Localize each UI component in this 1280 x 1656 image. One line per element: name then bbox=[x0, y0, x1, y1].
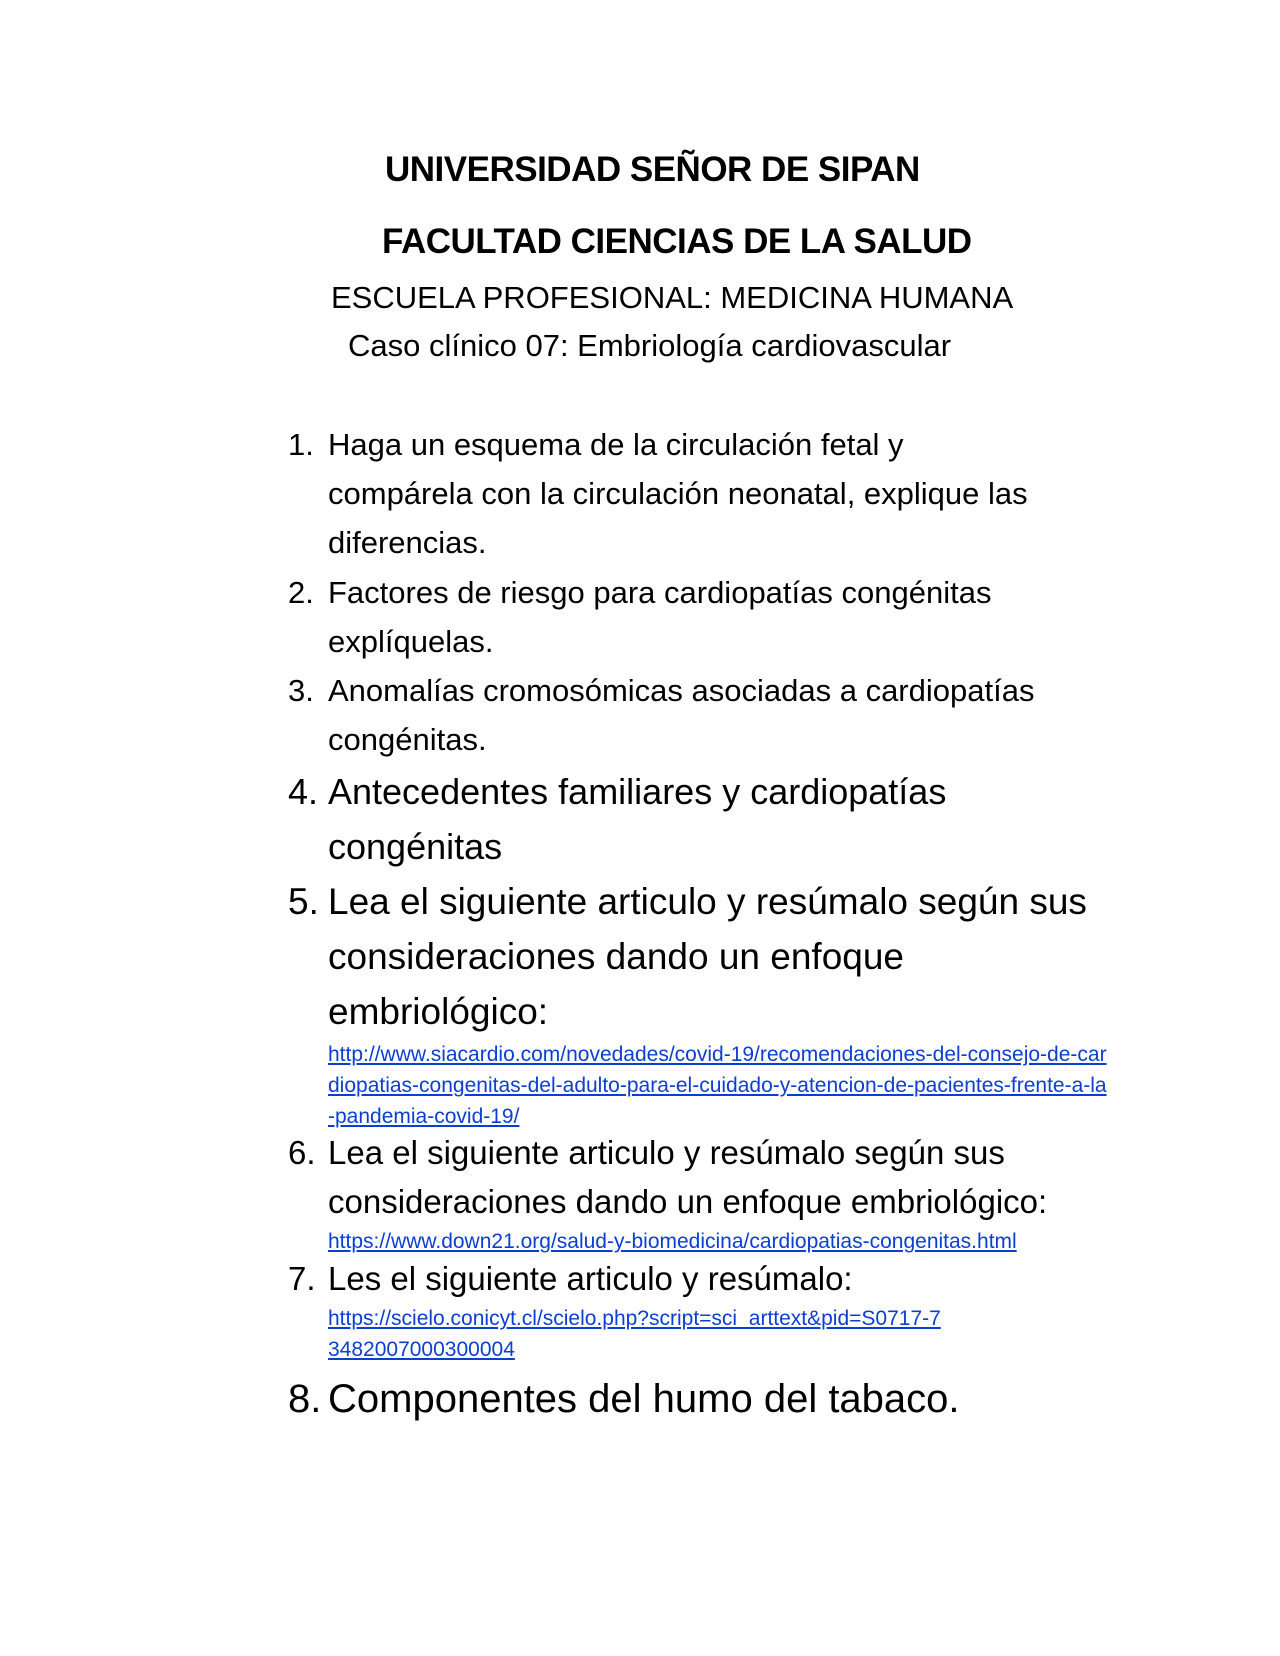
question-number: 7. bbox=[288, 1260, 316, 1297]
question-2 bbox=[288, 568, 1048, 666]
question-8 bbox=[288, 1372, 1128, 1427]
question-text: Haga un esquema de la circulación fetal y compárela con la circulación neonatal, explique las diferencias. bbox=[328, 427, 1028, 560]
article-link-3[interactable]: https://scielo.conicyt.cl/scielo.php?script=sci_arttext&pid=S0717-73482007000300004 bbox=[328, 1307, 941, 1361]
question-text: Factores de riesgo para cardiopatías congénitas explíquelas. bbox=[328, 575, 992, 659]
article-link-1[interactable]: http://www.siacardio.com/novedades/covid-19/recomendaciones-del-consejo-de-cardiopatias-congenitas-del-adulto-para-el-cuidado-y-atencion-de-pacientes-frente-a-la-pandemia-covid-19/ bbox=[328, 1043, 1107, 1128]
question-5 bbox=[288, 874, 1108, 1132]
question-text: Antecedentes familiares y cardiopatías congénitas bbox=[328, 771, 947, 867]
question-number: 8. bbox=[288, 1377, 322, 1421]
question-1 bbox=[288, 420, 1048, 567]
question-text: Les el siguiente articulo y resúmalo: bbox=[328, 1260, 853, 1297]
article-link-2[interactable]: https://www.down21.org/salud-y-biomedicina/cardiopatias-congenitas.html bbox=[328, 1230, 1017, 1253]
question-number: 2. bbox=[288, 575, 314, 610]
question-text: Lea el siguiente articulo y resúmalo según sus consideraciones dando un enfoque embriológico: bbox=[328, 881, 1087, 1032]
question-number: 4. bbox=[288, 771, 319, 812]
question-number: 3. bbox=[288, 673, 314, 708]
question-text: Componentes del humo del tabaco. bbox=[328, 1377, 960, 1421]
question-text: Lea el siguiente articulo y resúmalo según sus consideraciones dando un enfoque embriológico: bbox=[328, 1134, 1048, 1220]
faculty-title: FACULTAD CIENCIAS DE LA SALUD bbox=[382, 222, 972, 261]
question-number: 6. bbox=[288, 1134, 316, 1171]
school-subtitle: ESCUELA PROFESIONAL: MEDICINA HUMANA bbox=[331, 280, 1014, 315]
question-6 bbox=[288, 1128, 1128, 1257]
question-3 bbox=[288, 666, 1088, 764]
question-7 bbox=[288, 1254, 1128, 1365]
question-4 bbox=[288, 764, 1028, 874]
case-subtitle: Caso clínico 07: Embriología cardiovascular bbox=[348, 328, 952, 363]
university-title: UNIVERSIDAD SEÑOR DE SIPAN bbox=[385, 150, 920, 189]
question-number: 5. bbox=[288, 881, 319, 922]
question-number: 1. bbox=[288, 427, 314, 462]
question-text: Anomalías cromosómicas asociadas a cardiopatías congénitas. bbox=[328, 673, 1035, 757]
